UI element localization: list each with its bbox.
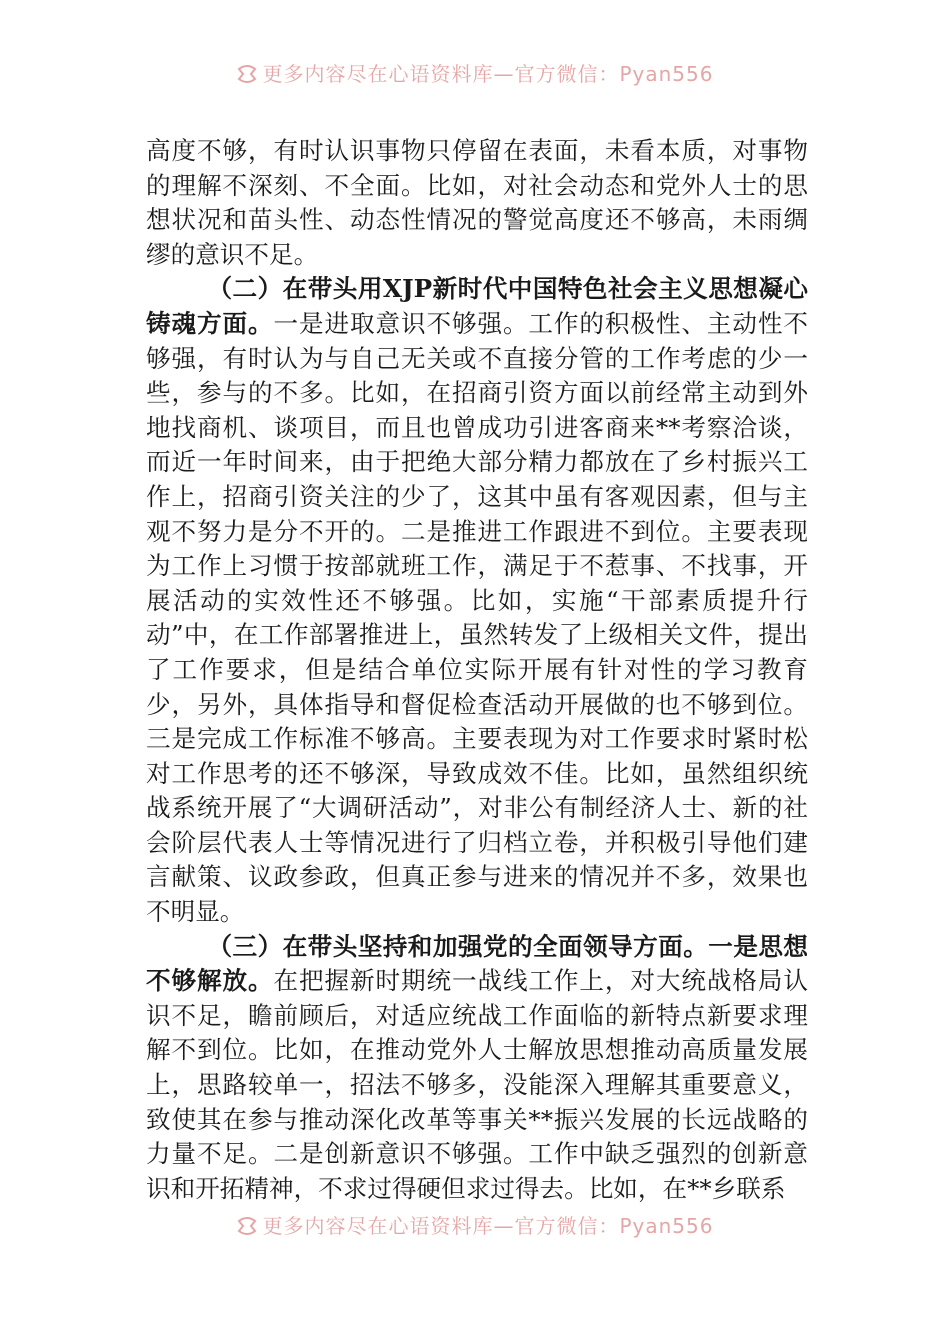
footer-watermark-text: 更多内容尽在心语资料库—官方微信：Pyan556: [262, 1214, 714, 1238]
section-3-heading: （三）在带头坚持和加强党的全面领导方面。一是思想不够解放。: [146, 931, 808, 996]
watermark-logo-icon: [236, 1217, 258, 1235]
footer-watermark: [0, 1210, 950, 1239]
watermark-logo-icon: [236, 65, 258, 83]
document-body: [146, 134, 808, 1206]
section-2-body: 一是进取意识不够强。工作的积极性、主动性不够强，有时认为与自己无关或不直接分管的工作考虑的少一些，参与的不多。比如，在招商引资方面以前经常主动到外地找商机、谈项目，而且也曾成功引进客商来**考察洽谈，而近一年时间来，由于把绝大部分精力都放在了乡村振兴工作上，招商引资关注的少了，这其中虽有客观因素，但与主观不努力是分不开的。二是推进工作跟进不到位。主要表现为工作上习惯于按部就班工作，满足于不惹事、不找事，开展活动的实效性还不够强。比如，实施“干部素质提升行动”中，在工作部署推进上，虽然转发了上级相关文件，提出了工作要求，但是结合单位实际开展有针对性的学习教育少，另外，具体指导和督促检查活动开展做的也不够到位。三是完成工作标准不够高。主要表现为对工作要求时紧时松对工作思考的还不够深，导致成效不佳。比如，虽然组织统战系统开展了“大调研活动”，对非公有制经济人士、新的社会阶层代表人士等情况进行了归档立卷，并积极引导他们建言献策、议政参政，但真正参与进来的情况并不多，效果也不明显。: [146, 308, 808, 927]
header-watermark: [0, 58, 950, 87]
paragraph-section-3: [146, 930, 808, 1207]
paragraph-continuation: [146, 134, 808, 272]
header-watermark-text: 更多内容尽在心语资料库—官方微信：Pyan556: [262, 62, 714, 86]
section-2-heading: （二）在带头用XJP新时代中国特色社会主义思想凝心铸魂方面。: [146, 274, 808, 338]
section-3-body: 在把握新时期统一战线工作上，对大统战格局认识不足，瞻前顾后，对适应统战工作面临的新特点新要求理解不到位。比如，在推动党外人士解放思想推动高质量发展上，思路较单一，招法不够多，没能深入理解其重要意义，致使其在参与推动深化改革等事关**振兴发展的长远战略的力量不足。二是创新意识不够强。工作中缺乏强烈的创新意识和开拓精神，不求过得硬但求过得去。比如，在**乡联系: [146, 966, 808, 1203]
paragraph-text: 高度不够，有时认识事物只停留在表面，未看本质，对事物的理解不深刻、不全面。比如，对社会动态和党外人士的思想状况和苗头性、动态性情况的警觉高度还不够高，未雨绸缪的意识不足。: [146, 136, 808, 269]
paragraph-section-2: [146, 272, 808, 929]
